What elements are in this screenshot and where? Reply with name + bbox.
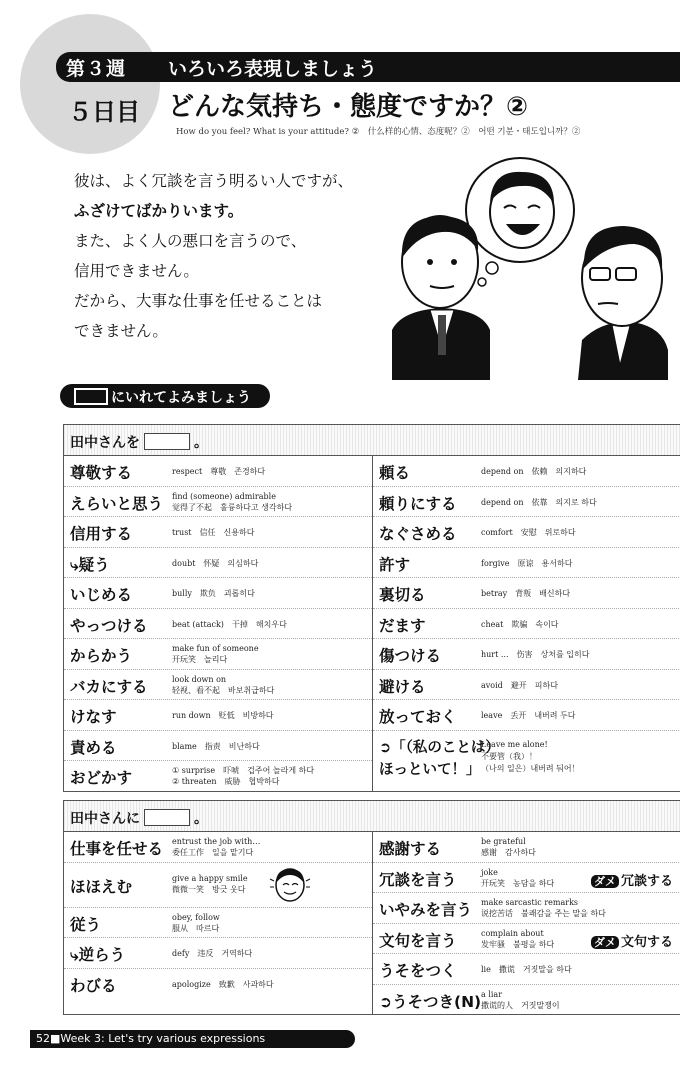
translation (172, 836, 260, 858)
subtitle: How do you feel? What is your attitude? ② 什么样的心情、态度呢？② 어떤 기분・태도입니까？② (176, 127, 581, 137)
day-label: ５日目 (68, 98, 140, 126)
term: 感謝する (379, 840, 442, 858)
translation: trust 信任 신용하다 (172, 528, 255, 537)
translation-zh-ko: 感谢 감사하다 (481, 848, 536, 857)
translation-zh-ko: 委任工作 일을 맡기다 (172, 848, 254, 857)
table-row (64, 639, 372, 670)
day-title: どんな気持ち・態度ですか？② (168, 92, 529, 122)
table-row (373, 863, 680, 894)
translation: forgive 原谅 용서하다 (481, 558, 573, 568)
translation-en: Leave me alone! (481, 739, 548, 749)
translation-zh-ko: 开玩笑 놀리다 (172, 655, 228, 664)
table-row (64, 731, 372, 762)
table-row (373, 832, 680, 863)
term: えらいと思う (70, 494, 164, 513)
table-row (373, 893, 680, 924)
translation-zh-ko: 撒谎的人 거짓말쟁이 (481, 1000, 560, 1010)
term: けなす (70, 708, 117, 726)
translation: bully 欺负 괴롭히다 (172, 589, 255, 598)
term: 裏切る (379, 586, 426, 604)
translation-en: entrust the job with… (172, 837, 261, 846)
table-header (64, 425, 680, 456)
header-prefix: 田中さんを (70, 435, 140, 451)
table-row (64, 832, 372, 863)
man-left (392, 216, 490, 380)
translation-zh-ko: 觉得了不起 훌륭하다고 생각하다 (172, 502, 293, 512)
term-line: ➲「（私のことは） (379, 739, 500, 756)
term: 仕事を任せる (70, 840, 164, 858)
table-row (64, 908, 372, 939)
header-suffix: 。 (194, 435, 208, 451)
page-footer (30, 1030, 355, 1048)
table-row (64, 938, 372, 969)
footer-text: 52■Week 3: Let's try various expressions (36, 1032, 266, 1045)
table-row (373, 639, 680, 670)
table-row (373, 548, 680, 579)
term: バカにする (70, 677, 148, 696)
table-column-left (64, 832, 373, 1014)
table-row (373, 456, 680, 487)
translation-zh-ko: ② threaten 威胁 협박하다 (172, 777, 280, 786)
translation: respect 尊敬 존경하다 (172, 467, 266, 476)
translation: betray 背叛 배신하다 (481, 589, 571, 598)
translation-en: look down on (172, 674, 227, 684)
intro-text (74, 166, 353, 346)
translation-en: be grateful (481, 837, 526, 846)
translation (481, 928, 554, 950)
table-row (373, 985, 680, 1015)
table-row (373, 578, 680, 609)
term: いじめる (70, 586, 133, 604)
translation-en: make fun of someone (172, 644, 259, 653)
translation: beat (attack) 干掉 해치우다 (172, 619, 287, 629)
translation-en: complain about (481, 928, 544, 938)
term: 放っておく (379, 708, 457, 726)
incorrect-form: 冗談する (620, 873, 673, 889)
man-right (578, 226, 668, 380)
translation-en: a liar (481, 989, 503, 999)
dame-tag: ダメ (591, 936, 619, 949)
incorrect-usage (591, 931, 673, 950)
translation (481, 836, 536, 858)
table-row (373, 487, 680, 518)
table-column-right (373, 832, 680, 1014)
table-row (64, 609, 372, 640)
term: おどかす (70, 769, 133, 787)
term: 許す (379, 555, 411, 574)
term: 文句を言う (379, 931, 457, 950)
translation: apologize 致歉 사과하다 (172, 979, 274, 989)
translation (481, 989, 560, 1011)
header-circle (20, 14, 160, 154)
vocab-table-wo (63, 424, 680, 792)
translation-zh-ko: 轻视、看不起 바보취급하다 (172, 685, 275, 695)
translation: cheat 欺骗 속이다 (481, 619, 559, 629)
translation-en: give a happy smile (172, 873, 248, 883)
table-row (64, 517, 372, 548)
table-column-left (64, 456, 373, 791)
translation (172, 765, 314, 787)
translation (172, 643, 259, 665)
incorrect-usage (591, 870, 673, 889)
term: わびる (70, 976, 117, 995)
blank-box-icon (74, 388, 108, 405)
translation-zh: 不要管（我）！ (481, 751, 537, 761)
term: ⤷逆らう (70, 946, 126, 964)
intro-line: 彼は、よく冗談を言う明るい人ですが、 (74, 172, 354, 190)
translation-zh-ko: 服从 따르다 (172, 923, 220, 933)
table-row (373, 924, 680, 955)
translation (172, 674, 274, 696)
term: ほほえむ (70, 877, 133, 896)
term: いやみを言う (379, 901, 473, 919)
table-row (64, 487, 372, 518)
blank-box (144, 809, 190, 826)
incorrect-form: 文句する (620, 934, 673, 950)
translation: run down 贬低 비방하다 (172, 711, 274, 720)
term: 責める (70, 738, 117, 757)
vocab-table-ni (63, 800, 680, 1015)
translation-en: make sarcastic remarks (481, 898, 579, 907)
header-prefix: 田中さんに (70, 811, 140, 827)
table-row (64, 670, 372, 701)
table-row (64, 578, 372, 609)
term: うそをつく (379, 962, 457, 980)
translation: lie 撒谎 거짓말을 하다 (481, 965, 572, 974)
table-row (64, 456, 372, 487)
table-row (373, 954, 680, 985)
translation-zh-ko: 说挖苦话 불쾌감을 주는 말을 하다 (481, 909, 606, 918)
term: 頼る (379, 464, 411, 482)
term: 従う (70, 915, 102, 934)
intro-line: 信用できません。 (74, 262, 199, 280)
section-label (60, 384, 270, 408)
translation: depend on 依赖 의지하다 (481, 467, 587, 476)
translation: defy 违反 거역하다 (172, 949, 253, 958)
table-row (64, 548, 372, 579)
illustration (372, 150, 672, 380)
translation-zh-ko: 发牢骚 불평을 하다 (481, 939, 555, 949)
intro-line: できません。 (74, 322, 168, 340)
header-suffix: 。 (194, 811, 208, 827)
term: 頼りにする (379, 494, 457, 513)
translation-en: find (someone) admirable (172, 491, 276, 501)
translation (172, 912, 220, 934)
term: ➲うそつき(N) (379, 992, 482, 1011)
translation (172, 491, 292, 513)
table-row (373, 700, 680, 731)
term: だます (379, 616, 426, 635)
table-row (64, 761, 372, 791)
table-row (64, 700, 372, 731)
term: 尊敬する (70, 464, 133, 482)
term-line: ほっといて！」 (379, 761, 481, 778)
translation: comfort 安慰 위로하다 (481, 528, 576, 537)
term: 避ける (379, 677, 426, 696)
term: 冗談を言う (379, 870, 457, 889)
week-label: 第３週 (66, 58, 127, 80)
table-column-right (373, 456, 680, 791)
translation-zh-ko: 开玩笑 농담을 하다 (481, 878, 555, 888)
table-row (373, 731, 680, 790)
week-title: いろいろ表現しましょう (168, 58, 378, 80)
term: なぐさめる (379, 525, 457, 543)
translation (481, 897, 606, 919)
term: やっつける (70, 616, 148, 635)
smiling-face-icon (268, 865, 312, 905)
translation: hurt ... 伤害 상처를 입히다 (481, 650, 590, 659)
table-row (64, 969, 372, 999)
translation-en: ① surprise 吓唬 겁주어 놀라게 하다 (172, 766, 315, 775)
translation (172, 873, 248, 895)
table-row (64, 863, 372, 908)
translation: leave 丢开 내버려 두다 (481, 711, 576, 720)
speech-bubble (466, 158, 574, 286)
translation-en: joke (481, 867, 498, 877)
translation: blame 指责 비난하다 (172, 741, 260, 751)
term: 傷つける (379, 647, 442, 665)
table-row (373, 670, 680, 701)
translation: avoid 避开 피하다 (481, 680, 558, 690)
translation-ko: （나의 일은）내버려 둬어！ (481, 763, 580, 773)
table-row (373, 517, 680, 548)
intro-line: また、よく人の悪口を言うので、 (74, 232, 307, 250)
translation-zh-ko: 微微一笑 방긋 웃다 (172, 884, 246, 894)
intro-line: だから、大事な仕事を任せることは (74, 292, 323, 310)
term: からかう (70, 647, 133, 665)
translation: depend on 依靠 의지로 하다 (481, 497, 597, 507)
table-row (373, 609, 680, 640)
blank-box (144, 433, 190, 450)
term: ⤷疑う (70, 555, 110, 574)
intro-line: ふざけてばかりいます。 (74, 202, 244, 220)
term: 信用する (70, 525, 133, 543)
translation (481, 867, 554, 889)
section-label-text: にいれてよみましょう (111, 390, 251, 406)
table-header (64, 801, 680, 832)
dame-tag: ダメ (591, 875, 619, 888)
translation: doubt 怀疑 의심하다 (172, 558, 259, 568)
translation-en: obey, follow (172, 912, 220, 922)
translation (481, 739, 580, 775)
